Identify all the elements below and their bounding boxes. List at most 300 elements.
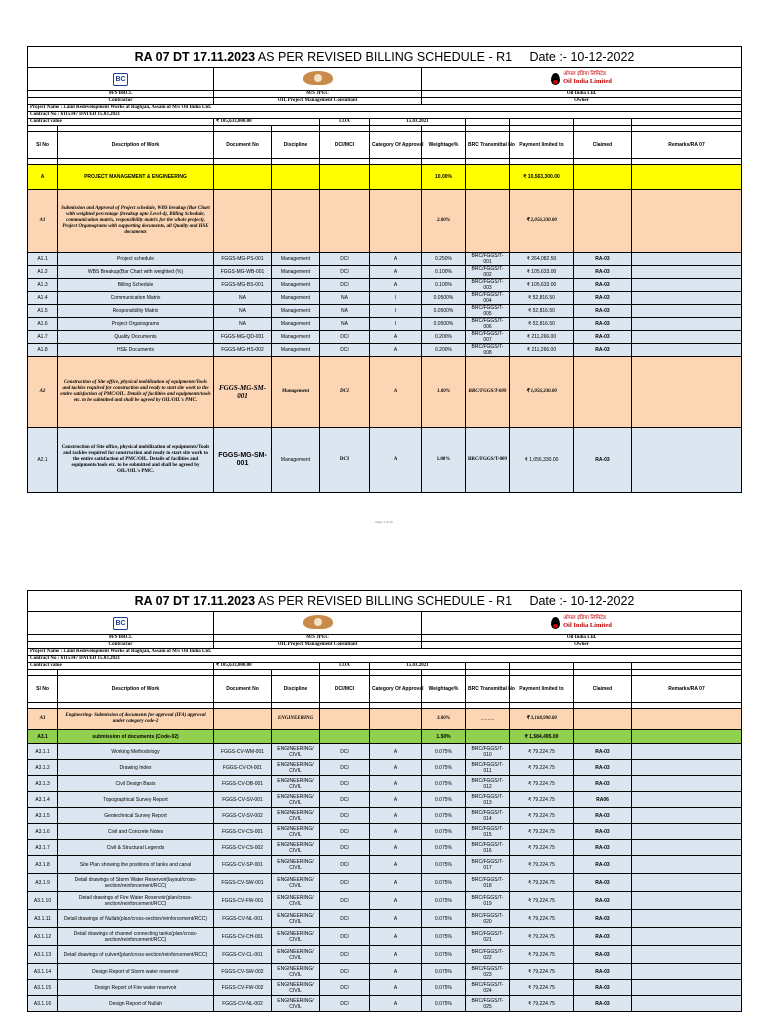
col-header: Discipline xyxy=(272,676,320,703)
cell-claimed: RA-03 xyxy=(574,344,632,357)
col-header: Payment limited to xyxy=(510,676,574,703)
cell-desc: Project Organograms xyxy=(58,318,214,331)
cell-doc: FGGS-CV-FW-002 xyxy=(214,980,272,996)
cell-brc: BRC/FGGS/T-009 xyxy=(466,357,510,428)
cell-wt: 0.200% xyxy=(422,344,466,357)
col-header: DCI/MCI xyxy=(320,676,370,703)
cell-sl: A3.1.5 xyxy=(28,808,58,824)
cell-wt: 0.075% xyxy=(422,892,466,910)
table-row xyxy=(28,709,742,730)
cell-sl: A1.1 xyxy=(28,253,58,266)
oil-logo-cell xyxy=(422,612,742,635)
cell-cat: A xyxy=(370,792,422,808)
col-header: Remarks/RA 07 xyxy=(632,132,742,159)
cell-claimed: RA-03 xyxy=(574,892,632,910)
cell-remarks xyxy=(632,946,742,964)
cell-doc: FGGS-CV-NL-001 xyxy=(214,910,272,928)
cell-brc: BRC/FGGS/T-011 xyxy=(466,760,510,776)
cell-remarks xyxy=(632,165,742,190)
cell-sl: A3.1.15 xyxy=(28,980,58,996)
cell-dci: DCI xyxy=(320,840,370,856)
cell-cat: I xyxy=(370,305,422,318)
sheet-page-1 xyxy=(27,46,741,493)
table-row xyxy=(28,910,742,928)
col-header: BRC Transmittal No xyxy=(466,132,510,159)
loa-label: LOA xyxy=(320,119,370,126)
cell-desc: Billing Schedule xyxy=(58,279,214,292)
cell-sl: A3.1.3 xyxy=(28,776,58,792)
table-row xyxy=(28,266,742,279)
cell-remarks xyxy=(632,824,742,840)
table-row xyxy=(28,730,742,744)
table-row xyxy=(28,305,742,318)
billing-schedule-table xyxy=(27,590,742,1012)
cell-remarks xyxy=(632,190,742,253)
cell-disc: Management xyxy=(272,292,320,305)
cell-doc: FGGS-CV-CH-001 xyxy=(214,928,272,946)
cell-claimed: RA-03 xyxy=(574,776,632,792)
party-owner-name: Oil India Ltd. xyxy=(422,91,742,98)
cell-wt: 0.075% xyxy=(422,910,466,928)
cell-cat: A xyxy=(370,344,422,357)
cell-brc: BRC/FGGS/T-002 xyxy=(466,266,510,279)
cell-remarks xyxy=(632,964,742,980)
cell-claimed: RA-03 xyxy=(574,824,632,840)
cell-cat: A xyxy=(370,331,422,344)
cell-sl: A3.1.11 xyxy=(28,910,58,928)
cell-sl: A3.1.10 xyxy=(28,892,58,910)
cell-cat: A xyxy=(370,910,422,928)
cell-desc: Site Plan showing the positions of tanks and canal xyxy=(58,856,214,874)
cell-doc xyxy=(214,730,272,744)
cell-doc: FGGS-MG-SM-001 xyxy=(214,357,272,428)
sheet-title: RA 07 DT 17.11.2023 AS PER REVISED BILLING SCHEDULE - R1 Date :- 10-12-2022 xyxy=(28,47,742,68)
cell-doc: FGGS-CV-CL-001 xyxy=(214,946,272,964)
cell-dci: NA xyxy=(320,318,370,331)
cell-remarks xyxy=(632,840,742,856)
cell-dci xyxy=(320,730,370,744)
loa-label: LOA xyxy=(320,663,370,670)
cell-dci xyxy=(320,165,370,190)
cell-brc: BRC/FGGS/T-001 xyxy=(466,253,510,266)
cell-brc: BRC/FGGS/T-018 xyxy=(466,874,510,892)
cell-claimed: RA-03 xyxy=(574,840,632,856)
cell-sl: A3.1.2 xyxy=(28,760,58,776)
cell-wt: 0.075% xyxy=(422,792,466,808)
cell-cat: A xyxy=(370,824,422,840)
party-owner-role: Owner xyxy=(422,642,742,649)
cell-brc: BRC/FGGS/T-005 xyxy=(466,305,510,318)
cell-sl: A3.1.4 xyxy=(28,792,58,808)
cell-brc xyxy=(466,165,510,190)
cell-cat: A xyxy=(370,428,422,493)
cell-claimed: RA-03 xyxy=(574,996,632,1012)
cell-pay: ₹ 264,082.50 xyxy=(510,253,574,266)
cell-dci: DCI xyxy=(320,910,370,928)
table-row xyxy=(28,279,742,292)
party-owner-name: Oil India Ltd. xyxy=(422,635,742,642)
cell-sl: A3.1 xyxy=(28,730,58,744)
cell-disc: Management xyxy=(272,331,320,344)
cell-cat: A xyxy=(370,253,422,266)
cell-sl: A2.1 xyxy=(28,428,58,493)
loa-date: 15.03.2021 xyxy=(370,663,466,670)
cell-desc: Detail drawings of culvert(plan/cross-section/reinforcement/RCC) xyxy=(58,946,214,964)
table-row xyxy=(28,980,742,996)
contract-value: ₹ 105,633,000.00 xyxy=(214,663,320,670)
cell-claimed: RA-03 xyxy=(574,964,632,980)
cell-dci xyxy=(320,190,370,253)
party-contractor-name: M/S BRCL xyxy=(28,91,214,98)
cell-desc: submission of documents (Code-02) xyxy=(58,730,214,744)
cell-pay: ₹ 79,224.75 xyxy=(510,910,574,928)
cell-sl: A3.1.1 xyxy=(28,744,58,760)
cell-wt: 0.075% xyxy=(422,980,466,996)
cell-brc: BRC/FGGS/T-023 xyxy=(466,964,510,980)
cell-sl: A3.1.8 xyxy=(28,856,58,874)
cell-doc: FGGS-CV-SW-002 xyxy=(214,964,272,980)
cell-disc: ENGINEERING/ CIVIL xyxy=(272,964,320,980)
cell-dci: DCI xyxy=(320,964,370,980)
cell-sl: A3.1.16 xyxy=(28,996,58,1012)
cell-doc: NA xyxy=(214,305,272,318)
table-row xyxy=(28,792,742,808)
cell-desc: WBS Breakup(Bar Chart with weighted (%) xyxy=(58,266,214,279)
cell-pay: ₹ 79,224.75 xyxy=(510,760,574,776)
cell-desc: Design Report of Storm water reservoir xyxy=(58,964,214,980)
cell-sl: A3.1.13 xyxy=(28,946,58,964)
cell-desc: Submission and Approval of Project schedule, WBS breakup (Bar Chart with weighted percentage (breakup upto Level-4), Billing Schedule, communication matrix, responsibility matrix for the whole project), Project Organograms with supporting documents, all Quality and HSE documents xyxy=(58,190,214,253)
cell-remarks xyxy=(632,808,742,824)
sheet-title: RA 07 DT 17.11.2023 AS PER REVISED BILLING SCHEDULE - R1 Date :- 10-12-2022 xyxy=(28,591,742,612)
cell-desc: Design Report of Fire water reservoir xyxy=(58,980,214,996)
cell-remarks xyxy=(632,730,742,744)
cell-sl: A3.1.7 xyxy=(28,840,58,856)
cell-wt: 0.075% xyxy=(422,824,466,840)
cell-desc: PROJECT MANAGEMENT & ENGINEERING xyxy=(58,165,214,190)
cell-cat: I xyxy=(370,292,422,305)
cell-wt: 1.00% xyxy=(422,428,466,493)
table-row xyxy=(28,357,742,428)
cell-desc: Detail drawings of Storm Water Reservoir(layout/cross-section/reinforcement/RCC) xyxy=(58,874,214,892)
cell-doc: FGGS-CV-SP-001 xyxy=(214,856,272,874)
cell-remarks xyxy=(632,305,742,318)
cell-pay: ₹ 1,584,495.00 xyxy=(510,730,574,744)
cell-dci: DCI xyxy=(320,357,370,428)
cell-pay: ₹ 10,563,300.00 xyxy=(510,165,574,190)
cell-desc: Responsibility Matrix xyxy=(58,305,214,318)
cell-sl: A1 xyxy=(28,190,58,253)
cell-doc: FGGS-MG-HS-002 xyxy=(214,344,272,357)
cell-doc: FGGS-CV-DB-001 xyxy=(214,776,272,792)
cell-cat: A xyxy=(370,744,422,760)
cell-brc: BRC/FGGS/T-013 xyxy=(466,792,510,808)
cell-pay: ₹ 79,224.75 xyxy=(510,744,574,760)
col-header: BRC Transmittal No xyxy=(466,676,510,703)
cell-doc: FGGS-CV-FW-001 xyxy=(214,892,272,910)
cell-wt: 0.075% xyxy=(422,996,466,1012)
cell-brc: BRC/FGGS/T-020 xyxy=(466,910,510,928)
cell-wt: 1.00% xyxy=(422,357,466,428)
cell-cat: A xyxy=(370,840,422,856)
cell-brc: .......... xyxy=(466,709,510,730)
cell-brc: BRC/FGGS/T-004 xyxy=(466,292,510,305)
cell-claimed: RA-03 xyxy=(574,856,632,874)
cell-remarks xyxy=(632,910,742,928)
cell-doc: NA xyxy=(214,292,272,305)
cell-wt: 0.075% xyxy=(422,874,466,892)
party-pmc-name: M/S JPEC xyxy=(214,635,422,642)
cell-cat: A xyxy=(370,892,422,910)
col-header: Category Of Approval xyxy=(370,132,422,159)
cell-dci: DCI xyxy=(320,253,370,266)
cell-doc: FGGS-CV-DI-001 xyxy=(214,760,272,776)
cell-wt: 3.00% xyxy=(422,709,466,730)
cell-sl: A1.6 xyxy=(28,318,58,331)
cell-cat: I xyxy=(370,318,422,331)
cell-remarks xyxy=(632,776,742,792)
table-row xyxy=(28,165,742,190)
table-row xyxy=(28,996,742,1012)
cell-brc: BRC/FGGS/T-008 xyxy=(466,344,510,357)
col-header: Remarks/RA 07 xyxy=(632,676,742,703)
cell-claimed: RA-03 xyxy=(574,253,632,266)
cell-pay: ₹ 79,224.75 xyxy=(510,824,574,840)
cell-desc: Working Methodology xyxy=(58,744,214,760)
cell-brc: BRC/FGGS/T-007 xyxy=(466,331,510,344)
cell-claimed: RA-03 xyxy=(574,428,632,493)
cell-wt: 0.075% xyxy=(422,856,466,874)
cell-brc: BRC/FGGS/T-017 xyxy=(466,856,510,874)
cell-wt: 0.0500% xyxy=(422,318,466,331)
cell-remarks xyxy=(632,996,742,1012)
cell-cat: A xyxy=(370,760,422,776)
cell-remarks xyxy=(632,331,742,344)
cell-sl: A1.4 xyxy=(28,292,58,305)
cell-wt: 1.50% xyxy=(422,730,466,744)
cell-brc: BRC/FGGS/T-024 xyxy=(466,980,510,996)
contract-number: Contract No : 6115347 DATED 15.03.2021 xyxy=(28,656,742,663)
cell-disc: ENGINEERING/ CIVIL xyxy=(272,946,320,964)
cell-wt: 0.100% xyxy=(422,266,466,279)
cell-pay: ₹ 105,633.00 xyxy=(510,266,574,279)
brcl-logo-cell xyxy=(28,612,214,635)
cell-disc: ENGINEERING/ CIVIL xyxy=(272,760,320,776)
cell-wt: 0.075% xyxy=(422,808,466,824)
cell-pay: ₹ 211,266.00 xyxy=(510,344,574,357)
cell-disc: ENGINEERING/ CIVIL xyxy=(272,776,320,792)
party-pmc-role: OIL Project Management Consultant xyxy=(214,642,422,649)
oil-logo-cell xyxy=(422,68,742,91)
col-header: Description of Work xyxy=(58,676,214,703)
cell-pay: ₹ 2,056,330.00 xyxy=(510,190,574,253)
cell-remarks xyxy=(632,428,742,493)
cell-disc: ENGINEERING/ CIVIL xyxy=(272,874,320,892)
cell-disc: Management xyxy=(272,266,320,279)
cell-dci: DCI xyxy=(320,279,370,292)
cell-wt: 0.100% xyxy=(422,279,466,292)
cell-pay: ₹ 105,633.00 xyxy=(510,279,574,292)
cell-cat: A xyxy=(370,996,422,1012)
cell-pay: ₹ 52,816.50 xyxy=(510,318,574,331)
cell-sl: A xyxy=(28,165,58,190)
cell-pay: ₹ 52,816.50 xyxy=(510,292,574,305)
cell-dci: DCI xyxy=(320,928,370,946)
cell-brc: BRC/FGGS/T-014 xyxy=(466,808,510,824)
brcl-logo-icon: BC xyxy=(113,617,128,630)
cell-claimed: RA-03 xyxy=(574,946,632,964)
cell-dci: DCI xyxy=(320,744,370,760)
cell-sl: A1.7 xyxy=(28,331,58,344)
col-header: Document No xyxy=(214,132,272,159)
cell-remarks xyxy=(632,760,742,776)
cell-desc: Detail drawings of Fire Water Reservoir(plan/cross-section/reinforcement/RCC) xyxy=(58,892,214,910)
cell-disc: ENGINEERING/ CIVIL xyxy=(272,744,320,760)
cell-cat: A xyxy=(370,266,422,279)
cell-claimed: RA-03 xyxy=(574,928,632,946)
cell-wt: 0.075% xyxy=(422,946,466,964)
cell-brc: BRC/FGGS/T-015 xyxy=(466,824,510,840)
cell-doc: FGGS-CV-SV-002 xyxy=(214,808,272,824)
contract-value: ₹ 105,633,000.00 xyxy=(214,119,320,126)
cell-cat: A xyxy=(370,980,422,996)
cell-disc: Management xyxy=(272,357,320,428)
party-contractor-role: Contractor xyxy=(28,642,214,649)
party-contractor-name: M/S BRCL xyxy=(28,635,214,642)
cell-claimed xyxy=(574,165,632,190)
cell-disc: ENGINEERING/ CIVIL xyxy=(272,808,320,824)
cell-desc: Civil Design Basis xyxy=(58,776,214,792)
cell-cat: A xyxy=(370,808,422,824)
cell-claimed xyxy=(574,190,632,253)
cell-sl: A2 xyxy=(28,357,58,428)
project-name: Project Name : Land Redevelopment Works at Baghjan, Assam of M/s Oil India Ltd. xyxy=(28,105,742,112)
table-row xyxy=(28,928,742,946)
cell-brc: BRC/FGGS/T-010 xyxy=(466,744,510,760)
cell-disc: ENGINEERING/ CIVIL xyxy=(272,910,320,928)
cell-dci: DCI xyxy=(320,808,370,824)
cell-remarks xyxy=(632,892,742,910)
jpec-logo-icon xyxy=(303,615,333,629)
cell-claimed: RA-03 xyxy=(574,331,632,344)
cell-doc: FGGS-MG-BS-001 xyxy=(214,279,272,292)
table-row xyxy=(28,824,742,840)
table-row xyxy=(28,292,742,305)
cell-wt: 0.075% xyxy=(422,776,466,792)
table-row xyxy=(28,874,742,892)
table-row xyxy=(28,946,742,964)
cell-brc: BRC/FGGS/T-021 xyxy=(466,928,510,946)
cell-remarks xyxy=(632,744,742,760)
column-header-row xyxy=(28,132,742,159)
table-row xyxy=(28,253,742,266)
cell-wt: 10.00% xyxy=(422,165,466,190)
cell-sl: A3.1.14 xyxy=(28,964,58,980)
cell-disc: ENGINEERING/ CIVIL xyxy=(272,856,320,874)
cell-wt: 2.00% xyxy=(422,190,466,253)
cell-brc: BRC/FGGS/T-006 xyxy=(466,318,510,331)
cell-desc: Communication Matrix xyxy=(58,292,214,305)
cell-disc: Management xyxy=(272,344,320,357)
table-row xyxy=(28,744,742,760)
cell-dci: DCI xyxy=(320,331,370,344)
cell-sl: A3.1.9 xyxy=(28,874,58,892)
billing-schedule-table xyxy=(27,46,742,493)
cell-cat xyxy=(370,190,422,253)
cell-dci: DCI xyxy=(320,996,370,1012)
cell-claimed xyxy=(574,357,632,428)
cell-claimed xyxy=(574,709,632,730)
cell-desc: Construction of Site office, physical mobilization of equipments/Tools and tackles required for construction and ready to start site work to the entire satisfaction of PMC/OIL. Details of facilities and equipments/tools etc. to be submitted and shall be agreed by OIL/OIL's PMC. xyxy=(58,357,214,428)
table-row xyxy=(28,318,742,331)
cell-dci: DCI xyxy=(320,428,370,493)
cell-pay: ₹ 1,056,330.00 xyxy=(510,357,574,428)
cell-pay: ₹ 79,224.75 xyxy=(510,964,574,980)
cell-remarks xyxy=(632,266,742,279)
cell-pay: ₹ 79,224.75 xyxy=(510,776,574,792)
cell-wt: 0.075% xyxy=(422,760,466,776)
cell-sl: A3.1.12 xyxy=(28,928,58,946)
cell-disc: ENGINEERING/ CIVIL xyxy=(272,980,320,996)
cell-disc: ENGINEERING/ CIVIL xyxy=(272,840,320,856)
cell-disc: ENGINEERING/ CIVIL xyxy=(272,996,320,1012)
cell-claimed: RA-03 xyxy=(574,292,632,305)
col-header: Sl No xyxy=(28,132,58,159)
cell-pay: ₹ 79,224.75 xyxy=(510,808,574,824)
party-pmc-role: OIL Project Management Consultant xyxy=(214,98,422,105)
cell-desc: Civil & Structural Legends xyxy=(58,840,214,856)
col-header: Claimed xyxy=(574,676,632,703)
cell-claimed: RA-03 xyxy=(574,279,632,292)
cell-wt: 0.200% xyxy=(422,331,466,344)
party-owner-role: Owner xyxy=(422,98,742,105)
cell-wt: 0.075% xyxy=(422,744,466,760)
column-header-row xyxy=(28,676,742,703)
oil-drop-icon xyxy=(551,617,560,629)
table-row xyxy=(28,344,742,357)
col-header: Claimed xyxy=(574,132,632,159)
brcl-logo-icon: BC xyxy=(113,73,128,86)
project-name: Project Name : Land Redevelopment Works at Baghjan, Assam of M/s Oil India Ltd. xyxy=(28,649,742,656)
cell-claimed xyxy=(574,730,632,744)
cell-desc: HSE Documents xyxy=(58,344,214,357)
cell-disc: ENGINEERING/ CIVIL xyxy=(272,792,320,808)
cell-sl: A1.8 xyxy=(28,344,58,357)
cell-cat: A xyxy=(370,856,422,874)
cell-pay: ₹ 79,224.75 xyxy=(510,892,574,910)
cell-disc: ENGINEERING xyxy=(272,709,320,730)
cell-desc: Topographical Survey Report xyxy=(58,792,214,808)
cell-desc: Engineering- Submission of documents for approval (IFA) approval under category code-2 xyxy=(58,709,214,730)
cell-pay: ₹ 79,224.75 xyxy=(510,980,574,996)
cell-pay: ₹ 79,224.75 xyxy=(510,840,574,856)
cell-doc: FGGS-CV-WM-001 xyxy=(214,744,272,760)
cell-cat xyxy=(370,730,422,744)
cell-remarks xyxy=(632,357,742,428)
cell-disc: Management xyxy=(272,279,320,292)
cell-desc: Quality Documents xyxy=(58,331,214,344)
cell-remarks xyxy=(632,980,742,996)
cell-dci xyxy=(320,709,370,730)
cell-doc: FGGS-CV-CS-002 xyxy=(214,840,272,856)
cell-doc xyxy=(214,165,272,190)
cell-pay: ₹ 79,224.75 xyxy=(510,856,574,874)
cell-doc: FGGS-CV-SV-001 xyxy=(214,792,272,808)
cell-dci: DCI xyxy=(320,344,370,357)
party-contractor-role: Contractor xyxy=(28,98,214,105)
cell-cat: A xyxy=(370,357,422,428)
oil-india-logo: ऑयल इंडिया लिमिटेड Oil India Limited xyxy=(551,615,612,630)
